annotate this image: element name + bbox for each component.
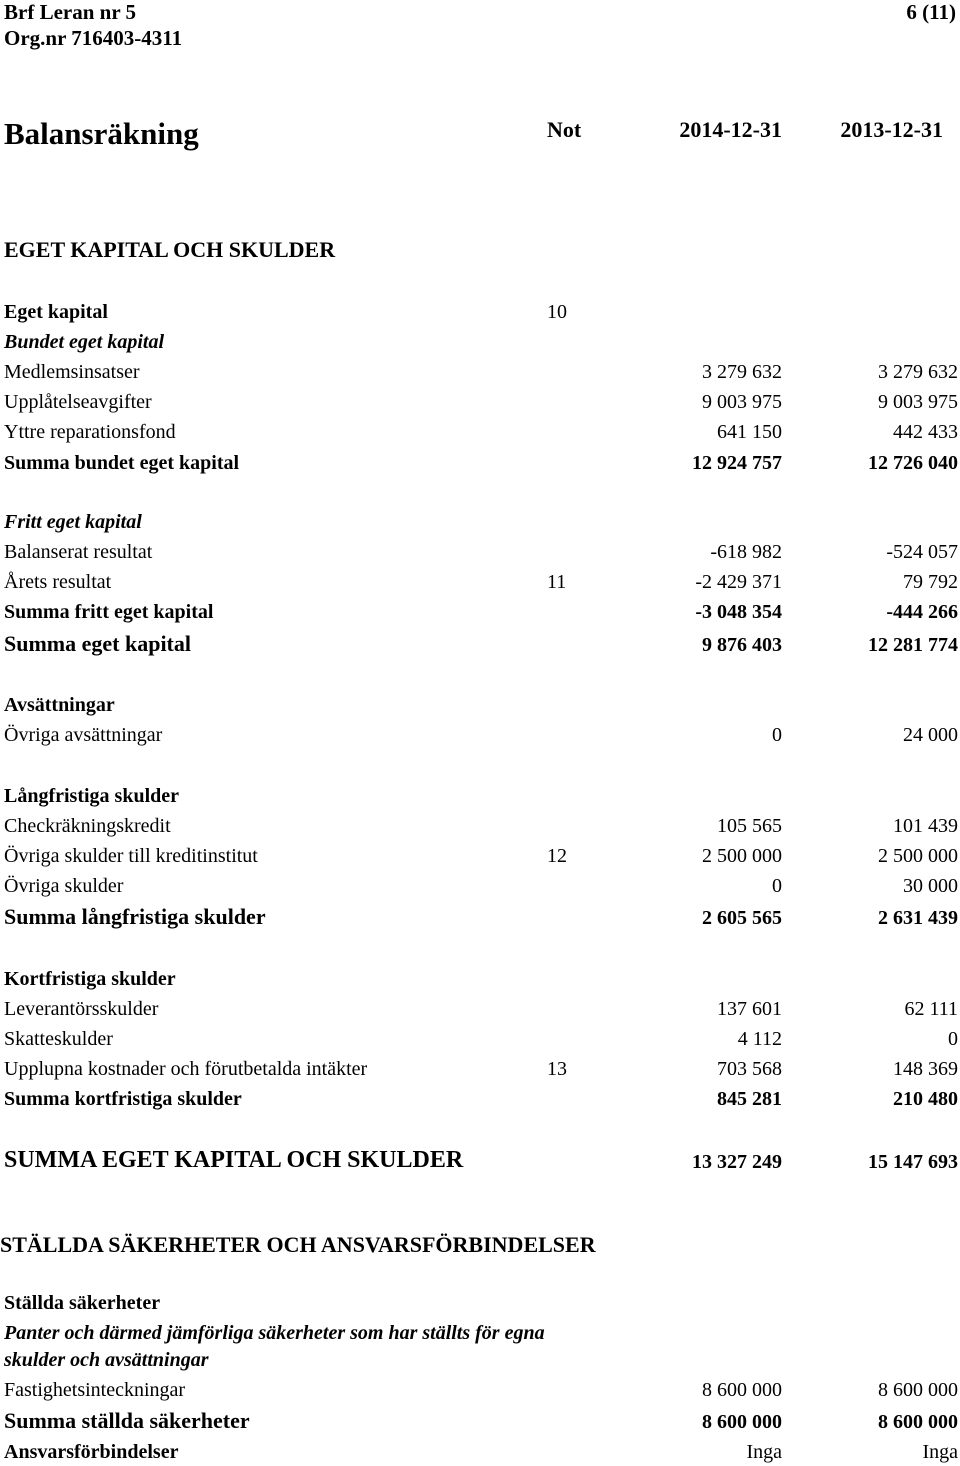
row-label: Checkräkningskredit	[4, 815, 171, 837]
total-2014: 2 605 565	[702, 907, 782, 929]
value-2013: 24 000	[903, 724, 958, 746]
value-2014: 0	[772, 724, 782, 746]
subgroup-heading-fritt: Fritt eget kapital	[4, 511, 142, 533]
value-2014: 137 601	[717, 998, 782, 1020]
note-reference: 11	[547, 571, 567, 593]
value-2013: Inga	[922, 1441, 958, 1463]
group-heading-kortfristiga: Kortfristiga skulder	[4, 968, 176, 990]
group-heading-eget-kapital: Eget kapital	[4, 301, 108, 323]
value-2014: 2 500 000	[702, 845, 782, 867]
subgroup-heading-panter-line1: Panter och därmed jämförliga säkerheter som har ställts för egna	[4, 1322, 545, 1344]
row-label: Medlemsinsatser	[4, 361, 140, 383]
value-2014: 3 279 632	[702, 361, 782, 383]
value-2014: -618 982	[710, 541, 782, 563]
subtotal-label: Summa fritt eget kapital	[4, 601, 214, 623]
value-2014: 4 112	[737, 1028, 782, 1050]
row-label: Övriga avsättningar	[4, 724, 163, 746]
total-2013: 8 600 000	[878, 1411, 958, 1433]
column-header-2014: 2014-12-31	[679, 117, 782, 142]
subtotal-label: Summa kortfristiga skulder	[4, 1088, 242, 1110]
total-2014: 9 876 403	[702, 634, 782, 656]
value-2014: 703 568	[717, 1058, 782, 1080]
group-heading-langfristiga: Långfristiga skulder	[4, 785, 180, 807]
total-label: Summa ställda säkerheter	[4, 1408, 250, 1433]
total-2013: 2 631 439	[878, 907, 958, 929]
value-2013: 0	[948, 1028, 958, 1050]
subtotal-2014: 845 281	[717, 1088, 782, 1110]
note-reference: 12	[547, 845, 567, 867]
row-label: Upplupna kostnader och förutbetalda intäkter	[4, 1058, 368, 1080]
subgroup-heading-panter-line2: skulder och avsättningar	[4, 1349, 209, 1371]
row-label: Skatteskulder	[4, 1028, 113, 1050]
ansvarsforbindelser-label: Ansvarsförbindelser	[4, 1441, 179, 1463]
total-label: Summa långfristiga skulder	[4, 904, 266, 929]
value-2013: 101 439	[893, 815, 958, 837]
value-2014: -2 429 371	[695, 571, 782, 593]
page-title: Balansräkning	[4, 116, 199, 151]
value-2013: 8 600 000	[878, 1379, 958, 1401]
group-heading-avsattningar: Avsättningar	[4, 694, 115, 716]
page-number: 6 (11)	[906, 0, 956, 24]
subtotal-2013: 210 480	[893, 1088, 958, 1110]
row-label: Leverantörsskulder	[4, 998, 159, 1020]
value-2013: 9 003 975	[878, 391, 958, 413]
row-label: Årets resultat	[4, 571, 112, 593]
total-label: Summa eget kapital	[4, 631, 191, 656]
value-2013: 3 279 632	[878, 361, 958, 383]
value-2013: 30 000	[903, 875, 958, 897]
subtotal-2013: -444 266	[886, 601, 958, 623]
total-2013: 12 281 774	[868, 634, 958, 656]
section-heading-stallda: STÄLLDA SÄKERHETER OCH ANSVARSFÖRBINDELSER	[0, 1232, 596, 1257]
group-heading-stallda-sakerheter: Ställda säkerheter	[4, 1292, 161, 1314]
subtotal-2014: -3 048 354	[695, 601, 782, 623]
value-2014: 9 003 975	[702, 391, 782, 413]
row-label: Övriga skulder	[4, 875, 124, 897]
organization-name: Brf Leran nr 5	[4, 0, 137, 24]
value-2013: 62 111	[904, 998, 958, 1020]
value-2014: Inga	[746, 1441, 782, 1463]
value-2014: 641 150	[717, 421, 782, 443]
note-reference: 13	[547, 1058, 567, 1080]
row-label: Yttre reparationsfond	[4, 421, 176, 443]
value-2013: 2 500 000	[878, 845, 958, 867]
organization-number: Org.nr 716403-4311	[4, 26, 183, 50]
grand-total-2013: 15 147 693	[868, 1151, 958, 1173]
section-heading-eget-kapital-och-skulder: EGET KAPITAL OCH SKULDER	[4, 237, 336, 262]
subgroup-heading-bundet: Bundet eget kapital	[4, 331, 164, 353]
column-header-not: Not	[547, 117, 582, 142]
subtotal-label: Summa bundet eget kapital	[4, 452, 240, 474]
value-2013: -524 057	[886, 541, 958, 563]
subtotal-2014: 12 924 757	[692, 452, 782, 474]
value-2013: 148 369	[893, 1058, 958, 1080]
grand-total-label: SUMMA EGET KAPITAL OCH SKULDER	[4, 1147, 464, 1173]
row-label: Balanserat resultat	[4, 541, 153, 563]
value-2014: 8 600 000	[702, 1379, 782, 1401]
total-2014: 8 600 000	[702, 1411, 782, 1433]
row-label: Fastighetsinteckningar	[4, 1379, 186, 1401]
value-2013: 79 792	[903, 571, 958, 593]
value-2014: 0	[772, 875, 782, 897]
subtotal-2013: 12 726 040	[868, 452, 958, 474]
note-reference: 10	[547, 301, 567, 323]
value-2013: 442 433	[893, 421, 958, 443]
value-2014: 105 565	[717, 815, 782, 837]
column-header-2013: 2013-12-31	[840, 117, 943, 142]
row-label: Upplåtelseavgifter	[4, 391, 152, 413]
row-label: Övriga skulder till kreditinstitut	[4, 845, 258, 867]
grand-total-2014: 13 327 249	[692, 1151, 782, 1173]
